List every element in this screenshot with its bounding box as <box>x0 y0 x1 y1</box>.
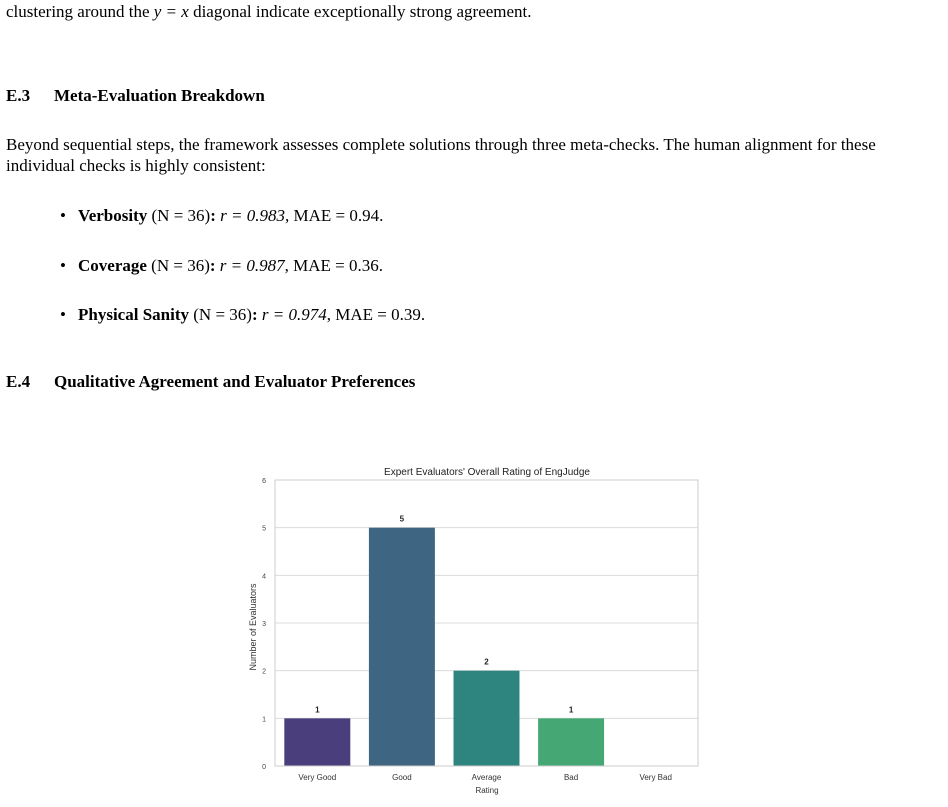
bar <box>454 671 520 766</box>
x-axis-label: Rating <box>475 786 499 795</box>
bullet-n: (N = 36) <box>193 305 252 324</box>
chart-title: Expert Evaluators' Overall Rating of EngJudge <box>384 467 590 478</box>
intro-text-after: diagonal indicate exceptionally strong agreement. <box>188 2 532 21</box>
bullet-n: (N = 36) <box>151 206 211 225</box>
section-number: E.4 <box>6 372 31 391</box>
y-tick-label: 1 <box>262 716 266 724</box>
y-tick-label: 0 <box>262 764 266 771</box>
bar <box>369 528 435 766</box>
bullet-mae: , MAE = 0.36. <box>284 256 383 275</box>
x-tick-label: Good <box>392 773 412 782</box>
bullet-mae: , MAE = 0.94. <box>284 206 384 225</box>
bullet-dot-icon: • <box>60 305 66 324</box>
section-title: Meta-Evaluation Breakdown <box>54 86 265 105</box>
bar-data-label: 1 <box>315 705 320 715</box>
intro-math: y = x <box>153 2 189 21</box>
bar <box>284 718 350 766</box>
bar-data-label: 1 <box>568 705 574 715</box>
bullet-label: Physical Sanity <box>78 305 189 324</box>
bars <box>284 515 604 766</box>
section-paragraph: Beyond sequential steps, the framework assesses complete solutions through three meta-checks. The human alignment for these individual checks is highly consistent: <box>6 135 876 175</box>
x-tick-label: Bad <box>563 773 579 782</box>
intro-text-line <box>6 2 532 22</box>
bullet-dot-icon: • <box>60 256 66 275</box>
y-tick-label: 2 <box>262 668 266 676</box>
x-tick-label: Average <box>471 773 502 782</box>
bullet-r: r = 0.987 <box>219 256 285 275</box>
bar <box>538 718 604 766</box>
y-tick-label: 5 <box>262 525 266 533</box>
y-tick-label: 6 <box>262 478 266 485</box>
section-title: Qualitative Agreement and Evaluator Preferences <box>54 372 416 391</box>
bar-chart-svg <box>240 460 710 802</box>
bullet-item: • Coverage (N = 36): r = 0.987, MAE = 0.36. <box>60 256 383 275</box>
bullet-r: r = 0.974 <box>261 305 327 324</box>
bar-chart <box>240 460 710 802</box>
y-tick-label: 3 <box>262 621 266 628</box>
bullet-item: • Verbosity (N = 36): r = 0.983, MAE = 0.94. <box>60 206 384 225</box>
y-axis-label: Number of Evaluators <box>248 583 258 671</box>
bullet-dot-icon: • <box>60 206 66 225</box>
x-tick-label: Very Good <box>298 773 337 782</box>
bullet-r: r = 0.983 <box>220 206 285 225</box>
bullet-item: • Physical Sanity (N = 36): r = 0.974, MAE = 0.39. <box>60 305 426 324</box>
bullet-n: (N = 36) <box>151 256 210 275</box>
bullet-mae: , MAE = 0.39. <box>326 305 426 324</box>
bar-data-label: 5 <box>399 514 405 524</box>
bullet-label: Coverage <box>78 256 147 275</box>
bullet-label: Verbosity <box>78 206 148 225</box>
y-tick-label: 4 <box>262 573 266 581</box>
section-heading-e4 <box>6 372 415 392</box>
bar-data-label: 2 <box>484 657 489 667</box>
section-heading-e3 <box>6 86 265 106</box>
x-tick-label: Very Bad <box>639 773 672 782</box>
intro-text-before: clustering around the <box>6 2 154 21</box>
section-number: E.3 <box>6 86 31 105</box>
